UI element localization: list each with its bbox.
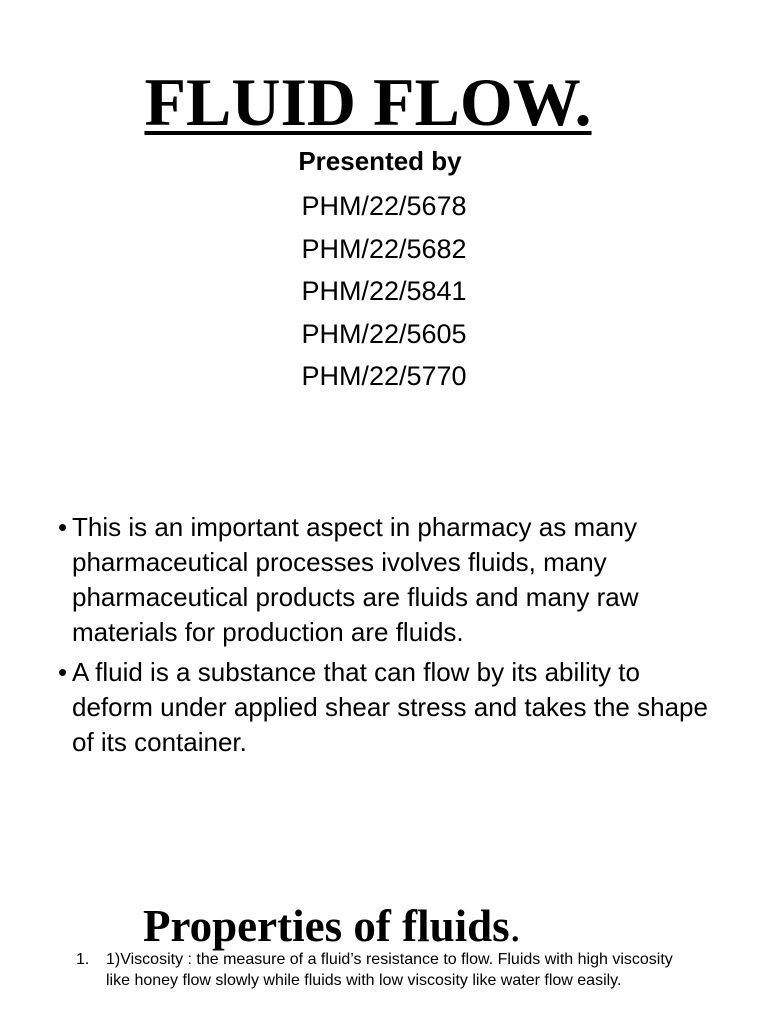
page-title (0, 62, 736, 142)
presenter-list (0, 185, 768, 398)
bullet-marker: • (58, 657, 68, 687)
intro-bullet-text: A fluid is a substance that can flow by its ability to deform under applied shear stress and takes the shape of its container. (72, 657, 708, 757)
properties-heading (143, 898, 521, 954)
presenter-id: PHM/22/5605 (301, 318, 467, 349)
intro-bullet-list (58, 510, 718, 765)
properties-list (76, 950, 676, 999)
presenter-id: PHM/22/5770 (301, 361, 467, 391)
property-number: 1. (76, 951, 90, 968)
presenter-id: PHM/22/5682 (301, 233, 467, 264)
page-title-text: FLUID FLOW. (144, 64, 592, 140)
presenter-id: PHM/22/5678 (301, 191, 467, 221)
presented-by-label: Presented by (298, 146, 462, 176)
intro-bullet-text: This is an important aspect in pharmacy as many pharmaceutical processes ivolves fluids, many pharmaceutical products are fluids and many raw materials for production are fluids. (72, 512, 639, 647)
properties-heading-text: Properties of fluids (143, 901, 510, 951)
intro-bullet-item (58, 655, 718, 760)
property-text: 1)Viscosity : the measure of a fluid’s resistance to flow. Fluids with high viscosity like honey flow slowly while fluids with low viscosity like water flow easily. (106, 951, 673, 989)
property-item (76, 950, 676, 991)
presenter-id: PHM/22/5841 (301, 276, 467, 306)
intro-bullet-item (58, 510, 718, 650)
bullet-marker: • (58, 512, 68, 542)
properties-heading-period: . (509, 901, 521, 951)
